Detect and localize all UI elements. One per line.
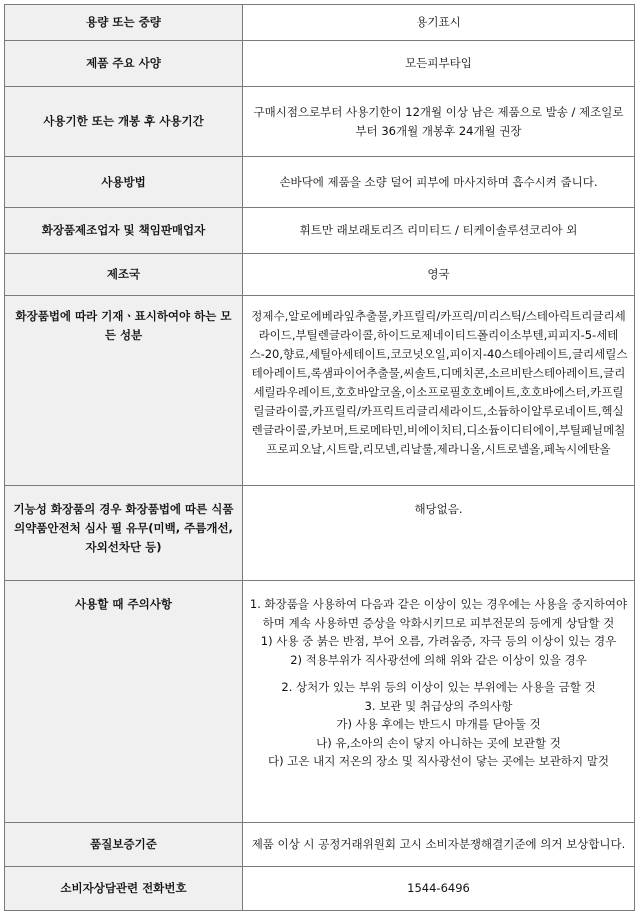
table-row xyxy=(5,254,635,296)
table-row xyxy=(5,87,635,157)
functional-value: 해당없음. xyxy=(243,486,635,581)
country-value: 영국 xyxy=(243,254,635,296)
table-row xyxy=(5,486,635,581)
caution-value xyxy=(243,581,635,823)
capacity-value: 용기표시 xyxy=(243,5,635,41)
phone-label: 소비자상담관련 전화번호 xyxy=(5,867,243,911)
functional-label: 기능성 화장품의 경우 화장품법에 따른 식품의약품안전처 심사 필 유무(미백, 주름개선, 자외선차단 등) xyxy=(5,486,243,581)
product-info-table xyxy=(4,4,635,911)
ingredients-label: 화장품법에 따라 기재ㆍ표시하여야 하는 모든 성분 xyxy=(5,296,243,486)
quality-label: 품질보증기준 xyxy=(5,823,243,867)
ingredients-value: 정제수,알로에베라잎추출물,카프릴릭/카프릭/미리스틱/스테아릭트리글리세라이드,부틸렌글라이콜,하이드로제네이티드폴리이소부텐,피피지-5-세테스-20,향료,세틸아세테이트,코코넛오일,피이지-40스테아레이트,글리세릴스테아레이트,록샘파이어추출물,씨솔트,디메치콘,소르비탄스테아레이트,글리세릴라우레이트,호호바알코올,이소프로필호호베이트,호호바에스터,카프릴릴글라이콜,카프릴릭/카프릭트리글리세라이드,소듐하이알루로네이트,헥실렌글라이콜,카보머,트로메타민,비에이치티,디소듐이디티에이,부틸페닐메칠프로피오날,시트랄,리모넨,리날룰,제라니올,시트로넬올,페녹시에탄올 xyxy=(243,296,635,486)
table-row xyxy=(5,867,635,911)
table-row xyxy=(5,157,635,208)
caution-line: 2) 적용부위가 직사광선에 의해 위와 같은 이상이 있을 경우 xyxy=(290,652,587,667)
country-label: 제조국 xyxy=(5,254,243,296)
table-row xyxy=(5,208,635,254)
expiry-value: 구매시점으로부터 사용기한이 12개월 이상 남은 제품으로 발송 / 제조일로부터 36개월 개봉후 24개월 권장 xyxy=(243,87,635,157)
capacity-label: 용량 또는 중량 xyxy=(5,5,243,41)
manufacturer-label: 화장품제조업자 및 책임판매업자 xyxy=(5,208,243,254)
caution-line: 1) 사용 중 붉은 반점, 부어 오름, 가려움증, 자극 등의 이상이 있는 경우 xyxy=(260,634,617,648)
usage-label: 사용방법 xyxy=(5,157,243,208)
table-row xyxy=(5,5,635,41)
table-row xyxy=(5,41,635,87)
caution-line: 다) 고온 내지 저온의 장소 및 직사광선이 닿는 곳에는 보관하지 말것 xyxy=(268,754,609,768)
phone-value: 1544-6496 xyxy=(243,867,635,911)
usage-value: 손바닥에 제품을 소량 덜어 피부에 마사지하며 흡수시켜 줍니다. xyxy=(243,157,635,208)
caution-label: 사용할 때 주의사항 xyxy=(5,581,243,823)
caution-line: 가) 사용 후에는 반드시 마개를 닫아둘 것 xyxy=(336,717,541,731)
caution-line: 나) 유,소아의 손이 닿지 아니하는 곳에 보관할 것 xyxy=(316,735,561,750)
expiry-label: 사용기한 또는 개봉 후 사용기간 xyxy=(5,87,243,157)
table-row xyxy=(5,823,635,867)
quality-value: 제품 이상 시 공정거래위원회 고시 소비자분쟁해결기준에 의거 보상합니다. xyxy=(243,823,635,867)
table-row xyxy=(5,296,635,486)
caution-line: 3. 보관 및 취급상의 주의사항 xyxy=(364,698,513,713)
caution-line: 1. 화장품을 사용하여 다음과 같은 이상이 있는 경우에는 사용을 중지하여야 하며 계속 사용하면 증상을 악화시키므로 피부전문의 등에게 상담할 것 xyxy=(249,597,628,630)
spec-value: 모든피부타입 xyxy=(243,41,635,87)
spec-label: 제품 주요 사양 xyxy=(5,41,243,87)
manufacturer-value: 휘트만 래보래토리즈 리미티드 / 티케이솔루션코리아 외 xyxy=(243,208,635,254)
caution-line: 2. 상처가 있는 부위 등의 이상이 있는 부위에는 사용을 금할 것 xyxy=(281,680,596,694)
table-row xyxy=(5,581,635,823)
